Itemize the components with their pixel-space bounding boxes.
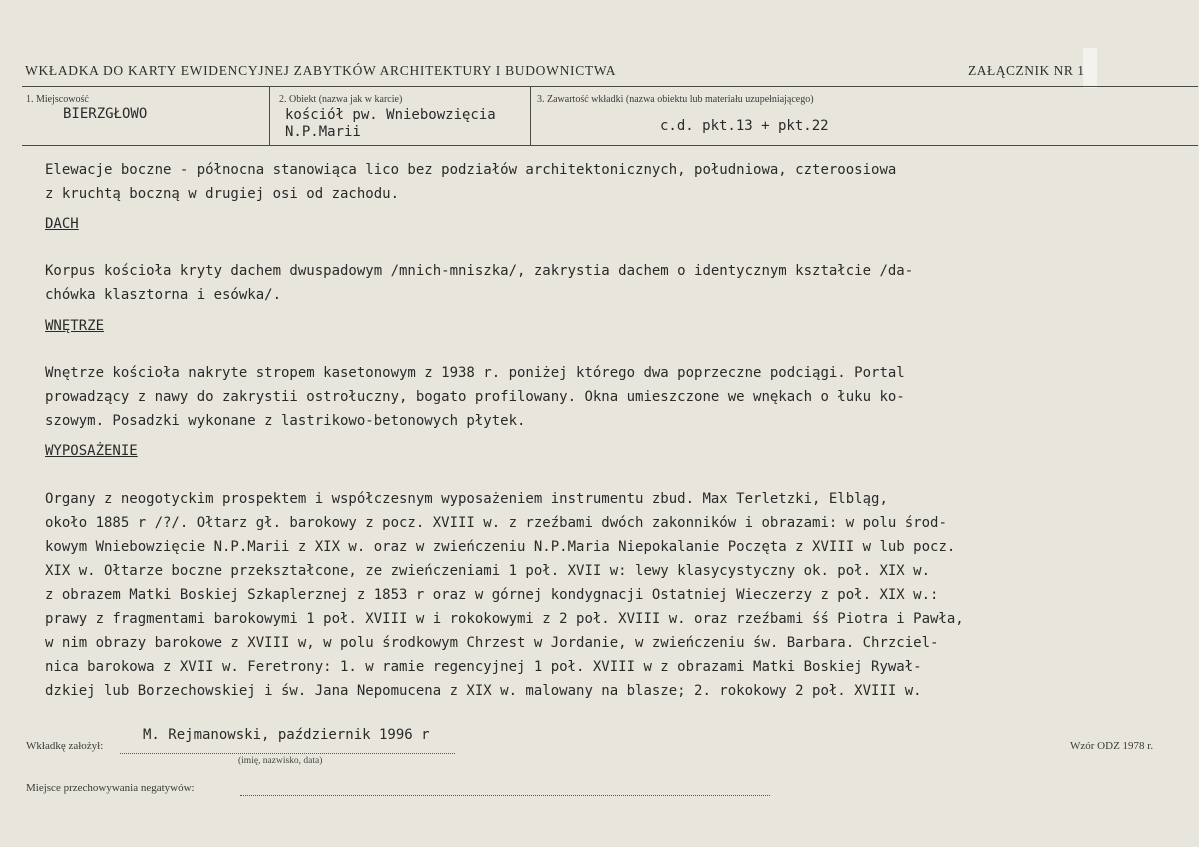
section-heading-interior: WNĘTRZE: [45, 318, 105, 334]
text-line: chówka klasztorna i esówka/.: [45, 287, 282, 303]
text-line: z kruchtą boczną w drugiej osi od zachodu.: [45, 186, 400, 202]
header-rule: [22, 86, 1198, 87]
object-value-line1: kościół pw. Wniebowzięcia: [285, 107, 496, 123]
text-line: kowym Wniebowzięcie N.P.Marii z XIX w. oraz w zwieńczeniu N.P.Maria Niepokalanie Poczęta z XVIII w lub pocz.: [45, 539, 956, 555]
content-value: c.d. pkt.13 + pkt.22: [660, 118, 829, 134]
interior-paragraph: [45, 361, 905, 433]
section-heading-furnishings: WYPOSAŻENIE: [45, 443, 138, 459]
attachment-number: ZAŁĄCZNIK NR 1: [968, 63, 1085, 78]
roof-paragraph: [45, 259, 913, 307]
object-value-line2: N.P.Marii: [285, 124, 361, 140]
intro-paragraph: [45, 158, 896, 206]
tab-stub: [1083, 48, 1097, 88]
text-line: Elewacje boczne - północna stanowiąca lico bez podziałów architektonicznych, południowa, czteroosiowa: [45, 162, 897, 178]
form-code: Wzór ODZ 1978 r.: [1070, 740, 1154, 752]
furnishings-paragraph: [45, 487, 964, 703]
object-label: 2. Obiekt (nazwa jak w karcie): [279, 94, 403, 105]
section-heading-roof: DACH: [45, 216, 79, 232]
text-line: Organy z neogotyckim prospektem i współczesnym wyposażeniem instrumentu zbud. Max Terletzki, Elbląg,: [45, 491, 888, 507]
text-line: z obrazem Matki Boskiej Szkaplerznej z 1853 r oraz w górnej kondygnacji Ostatniej Wieczerzy z poł. XIX w.:: [45, 587, 939, 603]
content-label: 3. Zawartość wkładki (nazwa obiektu lub materiału uzupełniającego): [537, 94, 814, 105]
text-line: w nim obrazy barokowe z XVIII w, w polu środkowym Chrzest w Jordanie, w zwieńczeniu św. Barbara. Chrzciel-: [45, 635, 939, 651]
text-line: XIX w. Ołtarze boczne przekształcone, ze zwieńczeniami 1 poł. XVII w: lewy klasycystyczny ok. poł. XIX w.: [45, 563, 931, 579]
card-title: WKŁADKA DO KARTY EWIDENCYJNEJ ZABYTKÓW ARCHITEKTURY I BUDOWNICTWA: [25, 63, 617, 78]
storage-dotted-line: [240, 795, 770, 796]
fields-rule: [22, 145, 1198, 146]
text-line: Wnętrze kościoła nakryte stropem kasetonowym z 1938 r. poniżej którego dwa poprzeczne podciągi. Portal: [45, 365, 905, 381]
author-dotted-line: [120, 753, 455, 754]
storage-label: Miejsce przechowywania negatywów:: [26, 782, 195, 794]
text-line: prawy z fragmentami barokowymi 1 poł. XVIII w i rokokowymi z 2 poł. XVIII w. oraz rzeźbami śś Piotra i Pawła,: [45, 611, 964, 627]
text-line: prowadzący z nawy do zakrystii ostrołuczny, bogato profilowany. Okna umieszczone we wnękach o łuku ko-: [45, 389, 905, 405]
text-line: Korpus kościoła kryty dachem dwuspadowym /mnich-mniszka/, zakrystia dachem o identycznym kształcie /da-: [45, 263, 914, 279]
locality-value: BIERZGŁOWO: [63, 106, 148, 122]
text-line: około 1885 r /?/. Ołtarz gł. barokowy z pocz. XVIII w. z rzeźbami dwóch zakonników i obrazami: w polu środ-: [45, 515, 947, 531]
author-label: Wkładkę założył:: [26, 740, 104, 752]
text-line: szowym. Posadzki wykonane z lastrikowo-betonowych płytek.: [45, 413, 526, 429]
locality-label: 1. Miejscowość: [26, 94, 89, 105]
field-divider-2: [530, 86, 531, 145]
field-divider-1: [269, 86, 270, 145]
author-value: M. Rejmanowski, październik 1996 r: [143, 727, 430, 743]
text-line: nica barokowa z XVII w. Feretrony: 1. w ramie regencyjnej 1 poł. XVIII w z obrazami Matki Boskiej Rywał-: [45, 659, 922, 675]
author-caption: (imię, nazwisko, data): [238, 756, 323, 766]
text-line: dzkiej lub Borzechowskiej i św. Jana Nepomucena z XIX w. malowany na blasze; 2. rokokowy 2 poł. XVIII w.: [45, 683, 922, 699]
